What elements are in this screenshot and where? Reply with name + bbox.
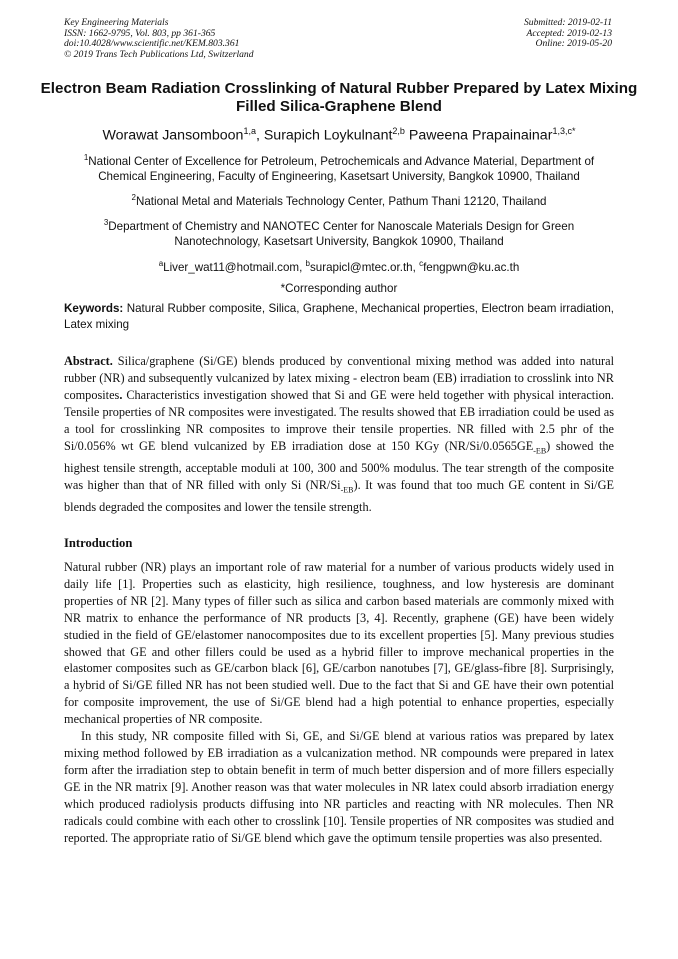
copyright-line: © 2019 Trans Tech Publications Ltd, Switzerland — [64, 48, 254, 60]
abstract-text-1: Silica/graphene (Si/GE) blends produced by conventional mixing method was added into natural rubber (NR) and subsequently vulcanized by latex mixing - electron beam (EB) irradiation to crosslink into NR composites — [64, 354, 614, 402]
affiliation-1-text: National Center of Excellence for Petroleum, Petrochemicals and Advance Material, Department of Chemical Engineering, Faculty of Engineering, Kasetsart University, Bangkok 10900, Thailand — [88, 154, 595, 184]
paper-title: Electron Beam Radiation Crosslinking of Natural Rubber Prepared by Latex Mixing Filled Silica-Graphene Blend — [40, 80, 638, 115]
author-3-affil: 1,3,c* — [552, 126, 576, 136]
affiliations — [60, 150, 618, 302]
email-c: fengpwn@ku.ac.th — [423, 260, 520, 274]
author-1-affil: 1,a — [243, 126, 256, 136]
issn-line: ISSN: 1662-9795, Vol. 803, pp 361-365 — [64, 27, 216, 39]
affiliation-3-text: Department of Chemistry and NANOTEC Center for Nanoscale Materials Design for Green Nanotechnology, Kasetsart University, Bangkok 10900, Thailand — [108, 220, 575, 249]
abstract-text-3: ) showed the highest tensile strength, acceptable moduli at 100, 300 and 500% modulus. The tear strength of the composite was higher than that of NR filled with only Si (NR/Si — [64, 438, 614, 492]
introduction-heading: Introduction — [64, 536, 133, 550]
introduction-paragraph-1: Natural rubber (NR) plays an important role of raw material for a number of various products widely used in daily life [1]. Properties such as elasticity, high resilience, toughness, and low hysteresis are dominant properties of NR [2]. Many types of filler such as silica and carbon based materials are commonly mixed with NR matrix to enhance the performance of NR products [3, 4]. Recently, graphene (GE) have been widely studied in the field of GE/elastomer nanocomposites due to its excellent properties [5]. Many previous studies showed that GE and other fillers could be used as a hybrid filler to improve mechanical properties in the elastomer composites such as GE/carbon black [6], GE/carbon nanotubes [7], GE/glass-fibre [8]. Surprisingly, a hybrid of Si/GE filled NR has not been studied well. Due to the fact that Si and GE have their own potential for composite improvement, the use of Si/GE blend had a high potential to enhance properties, especially mechanical properties of NR composite. — [64, 560, 614, 727]
email-b-marker: b — [305, 258, 310, 268]
submitted-date: Submitted: 2019-02-11 — [523, 17, 612, 28]
affiliation-3-number: 3 — [103, 218, 109, 228]
email-a: Liver_wat11@hotmail.com, — [163, 260, 306, 274]
keywords-text: Natural Rubber composite, Silica, Graphene, Mechanical properties, Electron beam irradiation, Latex mixing — [64, 302, 614, 331]
affiliation-2 — [60, 190, 618, 209]
affiliation-3 — [60, 215, 618, 249]
keywords-label: Keywords: — [64, 302, 124, 315]
online-date: Online: 2019-05-20 — [535, 38, 612, 50]
affiliation-2-number: 2 — [131, 193, 136, 203]
keywords-section — [64, 301, 614, 333]
journal-header-left — [64, 18, 254, 60]
author-separator: , — [255, 127, 264, 144]
journal-header-right — [524, 18, 612, 50]
abstract-subscript-1: -EB — [533, 445, 547, 455]
accepted-date: Accepted: 2019-02-13 — [526, 27, 612, 39]
author-3: Paweena Prapainainar — [408, 127, 553, 144]
author-2: Surapich Loykulnant — [263, 127, 393, 144]
author-2-affil: 2,b — [392, 126, 405, 136]
abstract-section — [64, 353, 614, 516]
affiliation-1 — [60, 150, 618, 184]
author-1: Worawat Jansomboon — [102, 127, 244, 144]
introduction-paragraph-2: In this study, NR composite filled with Si, GE, and Si/GE blend at various ratios was prepared by latex mixing method followed by EB irradiation as a vulcanization method. NR compounds were prepared in latex form after the irradiation step to obtain benefit in term of much better dispersion and of more fillers especially GE in the NR matrix [9]. Another reason was that water molecules in NR latex could absorb irradiation energy which produced radiolysis products diffusing into NR particles and reacting with NR molecules. Then NR radicals could combine with each other to crosslink [10]. Tensile properties of NR composites was studied and reported. The appropriate ratio of Si/GE blend which gave the optimum tensile properties was also presented. — [64, 729, 614, 845]
email-c-marker: c — [419, 258, 424, 268]
abstract-period: . — [119, 387, 123, 402]
corresponding-author-note: *Corresponding author — [280, 281, 398, 295]
abstract-text-4: ). It was found that too much GE content in Si/GE blends degraded the composites and lower the tensile strength. — [64, 477, 614, 515]
email-b: surapicl@mtec.or.th, — [309, 260, 420, 274]
author-list — [30, 123, 648, 145]
journal-name: Key Engineering Materials — [64, 17, 169, 28]
email-line — [60, 256, 618, 275]
abstract-label: Abstract. — [64, 354, 113, 368]
affiliation-2-text: National Metal and Materials Technology Center, Pathum Thani 12120, Thailand — [135, 195, 547, 209]
email-a-marker: a — [158, 258, 164, 268]
introduction-section — [64, 559, 614, 846]
abstract-subscript-2: -EB — [340, 485, 354, 495]
abstract-text-2: Characteristics investigation showed that Si and GE were held together with physical interaction. Tensile properties of NR composites were investigated. The results showed that EB irradiation could be used as a tool for crosslinking NR composites to improve their tensile properties. NR filled with 2.5 phr of the Si/0.056% wt GE blend vulcanized by EB irradiation dose at 150 KGy (NR/Si/0.0565GE — [64, 387, 614, 453]
doi-line: doi:10.4028/www.scientific.net/KEM.803.361 — [64, 38, 240, 50]
affiliation-1-number: 1 — [83, 153, 89, 162]
